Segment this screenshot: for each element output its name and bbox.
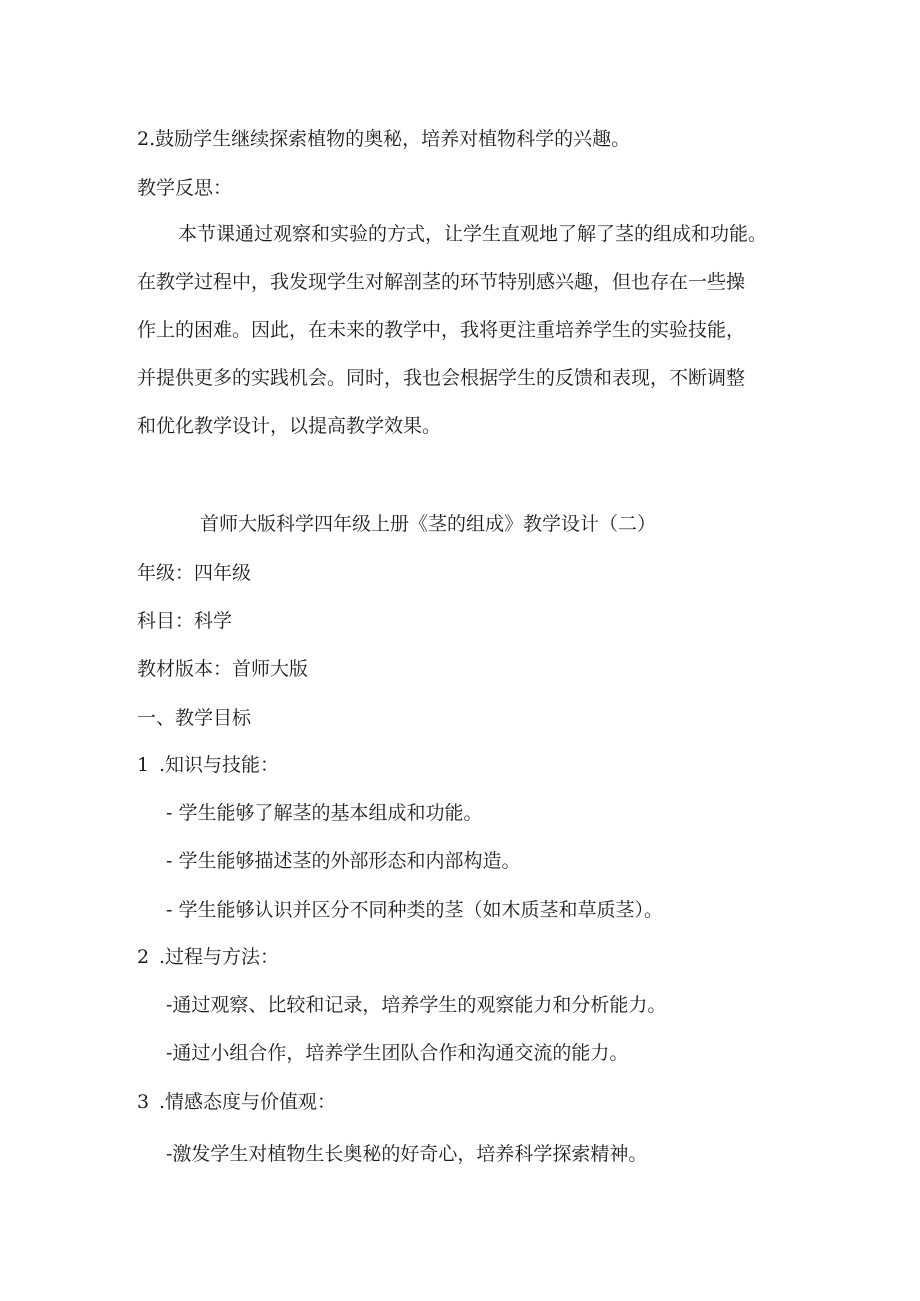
edition-line: 教材版本：首师大版 [137,658,309,680]
goal-item: - 学生能够描述茎的外部形态和内部构造。 [166,850,521,872]
goal-heading-attitude [137,1090,336,1114]
goal-item: - 学生能够认识并区分不同种类的茎（如木质茎和草质茎）。 [166,899,663,921]
goal-item: -通过观察、比较和记录，培养学生的观察能力和分析能力。 [166,994,667,1016]
goal-item: -激发学生对植物生长奥秘的好奇心，培养科学探索精神。 [166,1143,648,1165]
reflection-line: 在教学过程中，我发现学生对解剖茎的环节特别感兴趣，但也存在一些操 [137,271,746,293]
grade-line: 年级：四年级 [137,562,252,584]
goal-label: .知识与技能： [159,754,280,776]
goal-label: .过程与方法： [159,946,280,968]
section-heading: 一、教学目标 [137,707,252,729]
goal-heading-process [137,945,279,969]
reflection-line: 作上的困难。因此，在未来的教学中，我将更注重培养学生的实验技能， [137,319,746,341]
goal-item: - 学生能够了解茎的基本组成和功能。 [166,802,483,824]
reflection-line: 并提供更多的实践机会。同时，我也会根据学生的反馈和表现，不断调整 [137,367,746,389]
goal-label: .情感态度与价值观： [159,1091,337,1113]
goal-2-text: 2.鼓励学生继续探索植物的奥秘，培养对植物科学的兴趣。 [137,128,631,150]
goal-item: -通过小组合作，培养学生团队合作和沟通交流的能力。 [166,1042,629,1064]
reflection-heading: 教学反思： [137,177,233,199]
goal-number: 3 [137,1091,150,1113]
reflection-line: 本节课通过观察和实验的方式，让学生直观地了解了茎的组成和功能。 [178,223,768,245]
subject-line: 科目：科学 [137,610,233,632]
goal-number: 2 [137,946,150,968]
goal-heading-knowledge [137,753,279,777]
goal-number: 1 [137,754,150,776]
document-title: 首师大版科学四年级上册《茎的组成》教学设计（二） [200,513,657,535]
reflection-line: 和优化教学设计，以提高教学效果。 [137,415,442,437]
